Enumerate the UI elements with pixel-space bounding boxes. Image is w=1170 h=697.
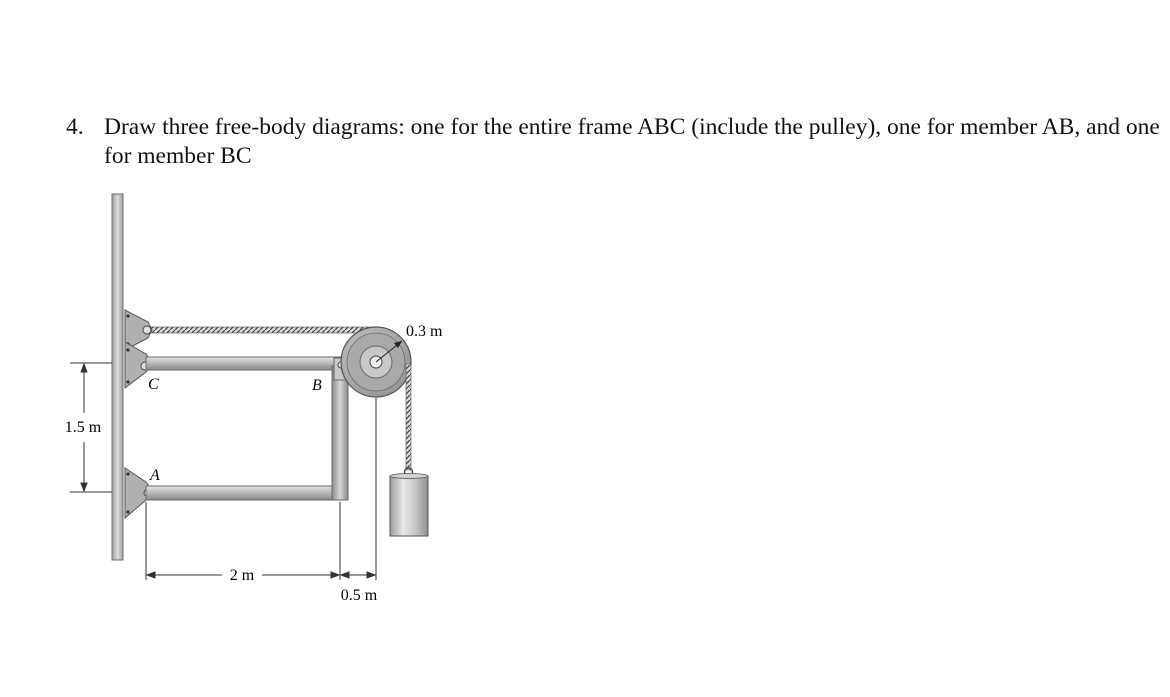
wall xyxy=(112,194,123,560)
rope-lower xyxy=(406,364,411,470)
pulley xyxy=(341,327,411,397)
dimension-05m-label: 0.5 m xyxy=(340,587,378,604)
label-b: B xyxy=(312,377,322,394)
member-bc xyxy=(146,357,346,370)
pulley-radius-label: 0.3 m xyxy=(406,323,443,340)
rope-upper xyxy=(150,327,370,333)
label-a: A xyxy=(150,467,160,484)
label-c: C xyxy=(148,376,159,393)
weight-cylinder xyxy=(390,474,428,537)
problem-number: 4. xyxy=(66,114,84,140)
dimension-vertical-label: 1.5 m xyxy=(64,419,102,436)
dimension-2m-label: 2 m xyxy=(229,567,255,584)
problem-text: Draw three free-body diagrams: one for the entire frame ABC (include the pulley), one for member AB, and one for member BC xyxy=(104,114,1160,169)
